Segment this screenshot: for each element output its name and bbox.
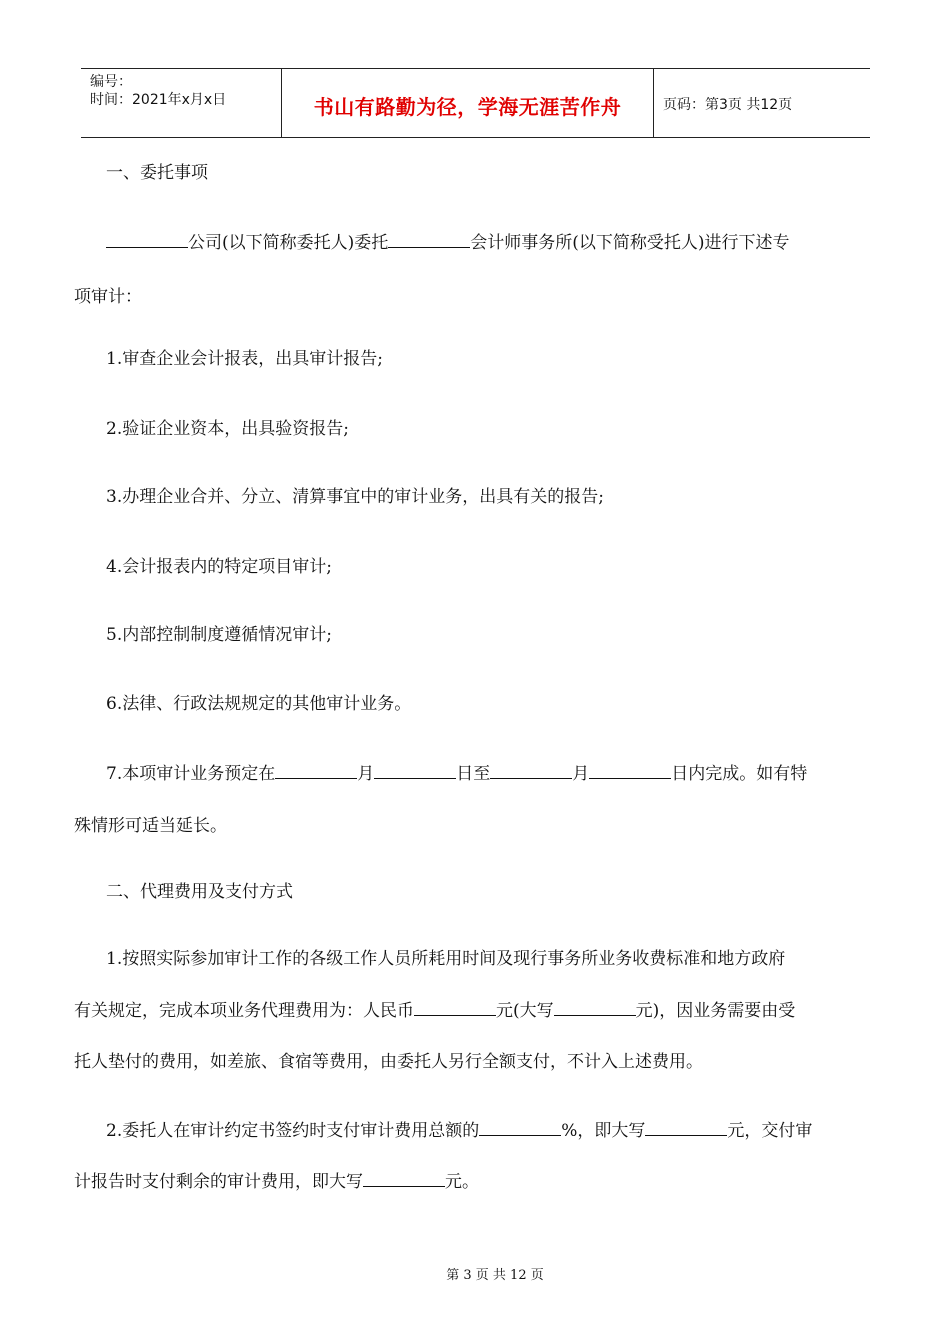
fee-text: 2.委托人在审计约定书签约时支付审计费用总额的	[106, 1121, 480, 1141]
list-item: 5.内部控制制度遵循情况审计;	[106, 625, 332, 645]
fee-paragraph-2-line2	[74, 1159, 842, 1205]
intro-text-b: 会计师事务所(以下简称受托人)进行下述专	[470, 233, 790, 253]
page-info-text: 页码：第3页 共12页	[663, 97, 793, 113]
fee-paragraph-2	[106, 1108, 874, 1154]
fee-paragraph-1: 1.按照实际参加审计工作的各级工作人员所耗用时间及现行事务所业务收费标准和地方政府	[106, 949, 786, 969]
item7-text: 日至	[456, 764, 491, 784]
header-motto-cell	[282, 69, 654, 137]
list-item: 1.审查企业会计报表，出具审计报告;	[106, 349, 383, 369]
item7-text: 7.本项审计业务预定在	[106, 764, 276, 784]
list-item: 2.验证企业资本，出具验资报告;	[106, 419, 349, 439]
header-meta	[81, 69, 282, 137]
header-motto: 书山有路勤为径，学海无涯苦作舟	[313, 94, 622, 119]
section-2-title: 二、代理费用及支付方式	[106, 882, 293, 902]
page-footer	[0, 1264, 950, 1283]
header-page-info	[654, 69, 870, 137]
fee-text: %，即大写	[561, 1121, 646, 1141]
document-number-label: 编号：	[90, 74, 132, 90]
blank-field	[490, 764, 572, 779]
fee-paragraph-1-line3: 托人垫付的费用，如差旅、食宿等费用，由委托人另行全额支付，不计入上述费用。	[74, 1052, 703, 1072]
section-1-intro	[106, 220, 874, 266]
item7-text: 日内完成。如有特	[671, 764, 808, 784]
blank-field	[388, 233, 470, 248]
fee-text: 元(大写	[496, 1001, 554, 1021]
blank-field	[363, 1172, 445, 1187]
blank-field	[106, 233, 188, 248]
document-date: 时间：2021年x月x日	[90, 92, 227, 108]
list-item: 4.会计报表内的特定项目审计;	[106, 557, 332, 577]
list-item-7	[106, 751, 874, 797]
item7-text: 月	[572, 764, 590, 784]
document-header	[81, 68, 870, 138]
fee-text: 元。	[445, 1172, 479, 1192]
blank-field	[374, 764, 456, 779]
footer-page-number: 第 3 页 共 12 页	[446, 1268, 544, 1283]
fee-text: 有关规定，完成本项业务代理费用为：人民币	[74, 1001, 414, 1021]
section-1-title: 一、委托事项	[106, 163, 208, 183]
list-item: 6.法律、行政法规规定的其他审计业务。	[106, 694, 412, 714]
blank-field	[275, 764, 357, 779]
blank-field	[645, 1121, 727, 1136]
fee-paragraph-1-line2	[74, 988, 842, 1034]
intro-text-a: 公司(以下简称委托人)委托	[188, 233, 389, 253]
blank-field	[414, 1001, 496, 1016]
blank-field	[589, 764, 671, 779]
list-item-7-cont: 殊情形可适当延长。	[74, 816, 227, 836]
blank-field	[554, 1001, 636, 1016]
item7-text: 月	[357, 764, 375, 784]
fee-text: 元)，因业务需要由受	[635, 1001, 796, 1021]
fee-text: 元，交付审	[727, 1121, 813, 1141]
blank-field	[479, 1121, 561, 1136]
section-1-intro-cont: 项审计：	[74, 287, 142, 307]
fee-text: 计报告时支付剩余的审计费用，即大写	[74, 1172, 363, 1192]
list-item: 3.办理企业合并、分立、清算事宜中的审计业务，出具有关的报告;	[106, 487, 604, 507]
